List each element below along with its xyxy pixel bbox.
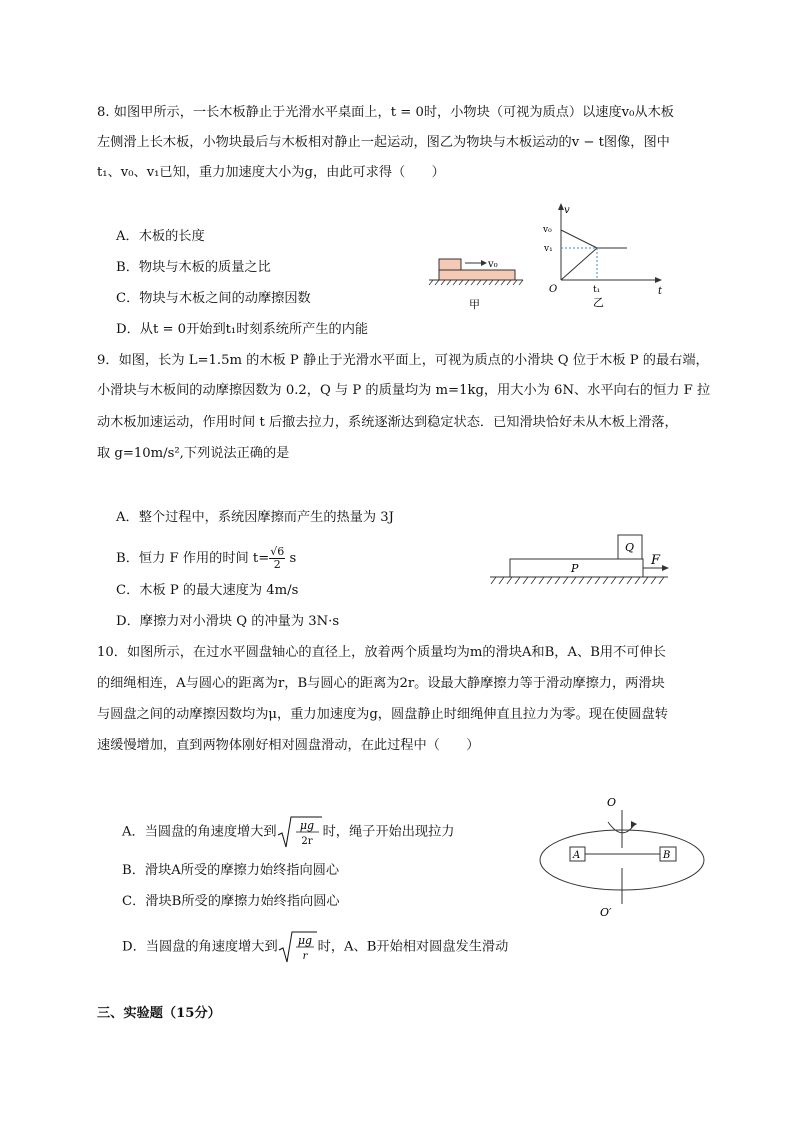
q8-line-1: 8. 如图甲所示，一长木板静止于光滑水平桌面上，t = 0时，小物块（可视为质点）以速度v₀从木板: [97, 105, 674, 120]
q8-option-a: A．木板的长度: [116, 229, 205, 244]
fraction-numerator: √6: [270, 545, 285, 558]
sqrt-radical-d: [278, 930, 318, 964]
q9-option-b-fraction: [269, 546, 285, 571]
block-line: [561, 230, 597, 248]
board-long: [439, 270, 515, 280]
q8-option-b: B．物块与木板的质量之比: [116, 260, 271, 275]
v0-label: v₀: [543, 225, 552, 235]
q10-option-c: C．滑块B所受的摩擦力始终指向圆心: [122, 894, 340, 909]
t-axis-label: t: [658, 286, 663, 297]
q10-figure: [534, 792, 710, 922]
q9-option-b-prefix: B．恒力 F 作用的时间 t=: [116, 551, 270, 566]
fraction-numerator: μg: [297, 934, 312, 947]
fraction-numerator: μg: [299, 819, 314, 832]
section-title: 三、实验题（15分）: [97, 1006, 221, 1021]
q10-option-d-prefix: D．当圆盘的角速度增大到: [122, 939, 278, 955]
q10-option-a-prefix: A．当圆盘的角速度增大到: [122, 824, 277, 840]
q8-figure-jia: [425, 252, 525, 312]
q9-option-c: C．木板 P 的最大速度为 4m/s: [116, 583, 299, 598]
q10-line-3: 与圆盘之间的动摩擦因数均为μ，重力加速度为g，圆盘静止时细绳伸直且拉力为零。现在使圆盘转: [97, 707, 668, 722]
q9-option-a: A．整个过程中，系统因摩擦而产生的热量为 3J: [116, 510, 394, 525]
q9-line-4: 取 g=10m/s²,下列说法正确的是: [97, 446, 290, 461]
axis-bottom-label: O′: [600, 906, 612, 919]
q10-line-2: 的细绳相连，A与圆心的距离为r，B与圆心的距离为2r。设最大静摩擦力等于滑动摩擦力，两滑块: [97, 676, 665, 691]
origin-label: O: [549, 284, 558, 295]
q10-option-a-suffix: 时，绳子开始出现拉力: [322, 824, 455, 840]
sqrt-symbol: [278, 930, 318, 964]
fraction-denominator: 2: [273, 558, 281, 571]
force-label: F: [651, 553, 661, 568]
axis-top-label: O: [607, 796, 617, 809]
q8-option-d: D．从t = 0开始到t₁时刻系统所产生的内能: [116, 322, 369, 337]
fraction-denominator: 2r: [301, 836, 313, 847]
q9-option-d: D．摩擦力对小滑块 Q 的冲量为 3N·s: [116, 614, 340, 629]
sqrt-radical-a: [277, 815, 323, 849]
board-p-label: P: [571, 562, 579, 575]
q8-line-3: t₁、v₀、v₁已知，重力加速度大小为g，由此可求得（ ）: [97, 165, 445, 180]
q10-option-d: [122, 930, 508, 964]
q9-figure: [488, 532, 674, 592]
q8-figure-yi: [535, 200, 665, 312]
q9-line-3: 动木板加速运动，作用时间 t 后撤去拉力，系统逐渐达到稳定状态．已知滑块恰好未从木板上滑落，: [97, 415, 678, 430]
t1-label: t₁: [593, 285, 601, 295]
q10-option-d-suffix: 时，A、B开始相对圆盘发生滑动: [317, 939, 509, 955]
fraction-denominator: r: [302, 951, 308, 962]
q10-option-a: [122, 815, 454, 849]
velocity-label: v₀: [488, 259, 498, 270]
v1-label: v₁: [544, 244, 553, 254]
q9-line-2: 小滑块与木板间的动摩擦因数为 0.2，Q 与 P 的质量均为 m=1kg，用大小为 6N、水平向右的恒力 F 拉: [97, 383, 711, 398]
q10-line-4: 速缓慢增加，直到两物体刚好相对圆盘滑动，在此过程中（ ）: [97, 738, 480, 753]
q9-option-b-suffix: s: [285, 551, 297, 566]
sqrt-symbol: [277, 815, 323, 849]
board-line: [561, 248, 597, 280]
q10-line-1: 10．如图所示，在过水平圆盘轴心的直径上，放着两个质量均为m的滑块A和B，A、B用不可伸长: [97, 645, 666, 660]
q8-line-2: 左侧滑上长木板，小物块最后与木板相对静止一起运动，图乙为物块与木板运动的v − t图像，图中: [97, 135, 670, 150]
q8-option-c: C．物块与木板之间的动摩擦因数: [116, 291, 311, 306]
q10-option-b: B．滑块A所受的摩擦力始终指向圆心: [122, 863, 340, 878]
caption-jia: 甲: [469, 298, 480, 311]
caption-yi: 乙: [593, 296, 604, 309]
block-a-label: A: [573, 850, 581, 861]
block-q-label: Q: [625, 541, 635, 554]
block-small: [439, 259, 461, 270]
q9-line-1: 9．如图，长为 L=1.5m 的木板 P 静止于光滑水平面上，可视为质点的小滑块 Q 位于木板 P 的最右端，: [97, 353, 709, 368]
v-axis-label: v: [564, 205, 570, 216]
q9-option-b: [116, 546, 296, 571]
block-b-label: B: [663, 850, 671, 861]
